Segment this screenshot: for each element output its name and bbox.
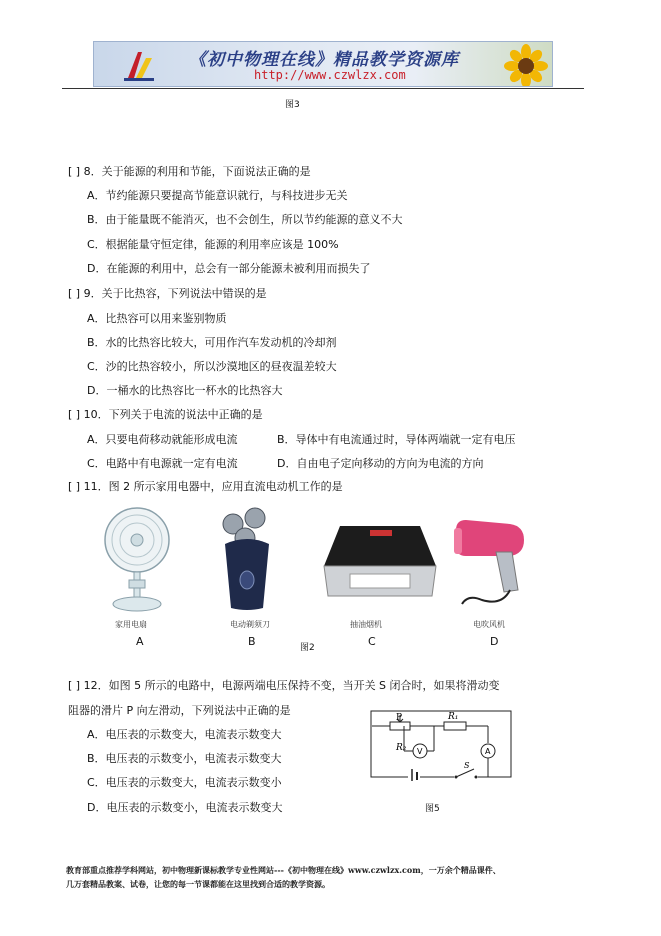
figure-2-appliances: [92, 502, 542, 652]
q12-option-a: A．电压表的示数变大，电流表示数变大: [87, 728, 282, 741]
q9-option-c: C．沙的比热容较小，所以沙漠地区的昼夜温差较大: [87, 360, 337, 373]
fan-image: [97, 502, 177, 614]
q8-option-c: C．根据能量守恒定律，能源的利用率应该是 100%: [87, 238, 339, 251]
q9-option-b: B．水的比热容比较大，可用作汽车发动机的冷却剂: [87, 336, 337, 349]
label-r1: R₁: [448, 712, 459, 722]
q8-option-a: A．节约能源只要提高节能意识就行，与科技进步无关: [87, 189, 348, 202]
voltmeter-label: V: [417, 747, 423, 756]
shaver-image: [217, 504, 277, 612]
q12-option-b: B．电压表的示数变小，电流表示数变大: [87, 752, 282, 765]
q12-stem-line1: [ ] 12．如图 5 所示的电路中，电源两端电压保持不变，当开关 S 闭合时，如果将滑动变: [68, 679, 500, 692]
figure-5-label: 图5: [425, 804, 440, 814]
figure-2-label: 图2: [300, 643, 315, 653]
q8-stem: [ ] 8．关于能源的利用和节能，下面说法正确的是: [68, 165, 311, 178]
footer: [66, 863, 606, 891]
q10-stem: [ ] 10．下列关于电流的说法中正确的是: [68, 408, 263, 421]
q9-stem: [ ] 9．关于比热容，下列说法中错误的是: [68, 287, 267, 300]
label-p: P: [396, 713, 403, 723]
footer-line-2: 几万套精品教案、试卷，让您的每一节课都能在这里找到合适的教学资源。: [66, 879, 330, 889]
letter-a: A: [136, 635, 144, 648]
header-banner: [93, 41, 553, 87]
q8-option-b: B．由于能量既不能消灭，也不会创生，所以节约能源的意义不大: [87, 213, 403, 226]
q10-option-c: C．电路中有电源就一定有电流: [87, 457, 238, 470]
letter-d: D: [490, 635, 499, 648]
caption-a: 家用电扇: [115, 620, 147, 629]
q12-option-c: C．电压表的示数变大，电流表示数变小: [87, 776, 282, 789]
range-hood-image: [320, 522, 440, 602]
q10-option-d: D．自由电子定向移动的方向为电流的方向: [277, 457, 484, 470]
q11-stem: [ ] 11．图 2 所示家用电器中，应用直流电动机工作的是: [68, 480, 343, 493]
caption-b: 电动剃须刀: [230, 620, 270, 629]
banner-title: 《初中物理在线》精品教学资源库: [189, 50, 459, 70]
caption-d: 电吹风机: [473, 620, 505, 629]
caption-c: 抽油烟机: [350, 620, 382, 629]
q8-option-d: D．在能源的利用中，总会有一部分能源未被利用而损失了: [87, 262, 371, 275]
q10-option-b: B．导体中有电流通过时，导体两端就一定有电压: [277, 433, 516, 446]
sunflower-image: [504, 44, 548, 87]
label-r2: R₂: [396, 743, 407, 753]
q12-option-d: D．电压表的示数变小，电流表示数变大: [87, 801, 283, 814]
header-rule: [62, 88, 584, 89]
circuit-diagram: [368, 707, 518, 781]
footer-line-1: 教育部重点推荐学科网站，初中物理新课标教学专业性网站---《初中物理在线》www.czwlzx.com，一万余个精品课件、: [66, 865, 501, 875]
letter-c: C: [368, 635, 376, 648]
banner-url[interactable]: http://www.czwlzx.com: [254, 68, 406, 82]
q9-option-d: D．一桶水的比热容比一杯水的比热容大: [87, 384, 283, 397]
label-s: S: [464, 761, 470, 770]
hair-dryer-image: [452, 516, 532, 610]
site-logo: [122, 48, 156, 82]
q9-option-a: A．比热容可以用来鉴别物质: [87, 312, 227, 325]
ammeter-label: A: [485, 747, 491, 756]
q12-stem-line2: 阻器的滑片 P 向左滑动，下列说法中正确的是: [68, 704, 291, 717]
q10-option-a: A．只要电荷移动就能形成电流: [87, 433, 238, 446]
figure-3-label: 图3: [285, 100, 300, 110]
letter-b: B: [248, 635, 256, 648]
